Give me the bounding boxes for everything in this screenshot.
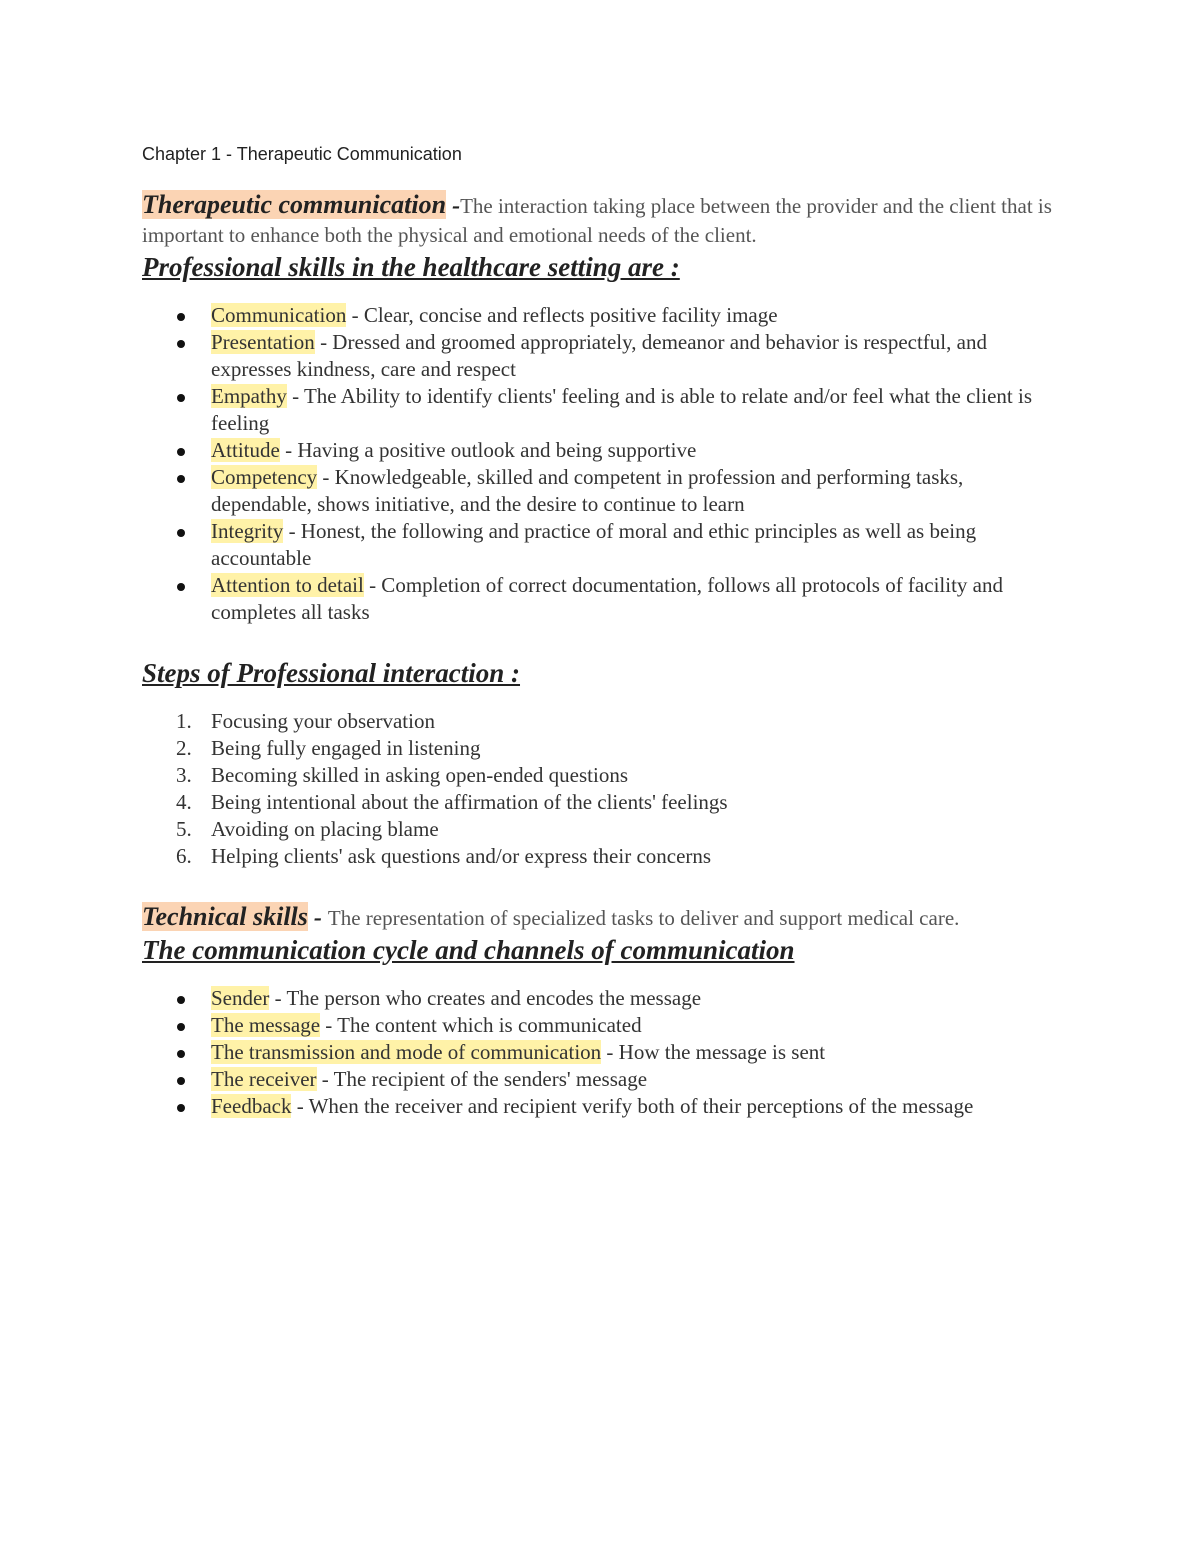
step-text: Being fully engaged in listening	[211, 736, 481, 760]
professional-skills-heading: Professional skills in the healthcare setting are :	[142, 252, 680, 282]
list-item	[142, 383, 1062, 437]
spacer	[142, 626, 1062, 656]
bullet-icon	[177, 583, 185, 591]
bullet-icon	[177, 529, 185, 537]
therapeutic-communication-paragraph	[142, 190, 1062, 250]
list-item	[142, 708, 1062, 735]
step-text: Avoiding on placing blame	[211, 817, 439, 841]
step-text: Focusing your observation	[211, 709, 435, 733]
skill-desc: - Honest, the following and practice of moral and ethic principles as well as being accountable	[211, 519, 977, 570]
step-number: 6.	[176, 844, 192, 868]
skill-term: Presentation	[211, 330, 315, 354]
bullet-icon	[177, 1023, 185, 1031]
step-number: 1.	[176, 709, 192, 733]
step-number: 4.	[176, 790, 192, 814]
skill-term: Attention to detail	[211, 573, 364, 597]
skill-term: Competency	[211, 465, 318, 489]
list-item	[142, 985, 1062, 1012]
cycle-desc: - The person who creates and encodes the message	[269, 986, 702, 1010]
list-item	[142, 1066, 1062, 1093]
skill-desc: - Clear, concise and reflects positive facility image	[346, 303, 778, 327]
technical-skills-term: Technical skills	[142, 902, 308, 931]
bullet-icon	[177, 313, 185, 321]
skill-desc: - Having a positive outlook and being supportive	[279, 438, 697, 462]
steps-list	[142, 708, 1062, 870]
list-item	[142, 789, 1062, 816]
list-item	[142, 437, 1062, 464]
spacer	[142, 870, 1062, 902]
step-text: Becoming skilled in asking open-ended questions	[211, 763, 629, 787]
skill-term: Empathy	[211, 384, 287, 408]
step-number: 3.	[176, 763, 192, 787]
therapeutic-definition: The interaction taking place between the provider and the client that is important to enhance both the physical and emotional needs of the client.	[142, 194, 1052, 247]
list-item	[142, 816, 1062, 843]
list-item	[142, 1039, 1062, 1066]
communication-cycle-list	[142, 985, 1062, 1120]
list-item	[142, 1093, 1062, 1120]
skill-desc: - The Ability to identify clients' feeling and is able to relate and/or feel what the client is feeling	[211, 384, 1032, 435]
skill-term: Communication	[211, 303, 347, 327]
cycle-desc: - The recipient of the senders' message	[316, 1067, 648, 1091]
cycle-term: Feedback	[211, 1094, 292, 1118]
bullet-icon	[177, 1104, 185, 1112]
cycle-desc: - How the message is sent	[601, 1040, 826, 1064]
cycle-term: The receiver	[211, 1067, 317, 1091]
document-page	[142, 140, 1062, 1120]
technical-dash: -	[307, 905, 328, 931]
skill-desc: - Completion of correct documentation, follows all protocols of facility and completes all tasks	[211, 573, 1003, 624]
bullet-icon	[177, 1077, 185, 1085]
step-text: Being intentional about the affirmation of the clients' feelings	[211, 790, 728, 814]
steps-heading: Steps of Professional interaction :	[142, 658, 521, 688]
cycle-term: The transmission and mode of communication	[211, 1040, 602, 1064]
technical-skills-paragraph	[142, 902, 1062, 933]
cycle-term: Sender	[211, 986, 270, 1010]
bullet-icon	[177, 1050, 185, 1058]
skill-term: Integrity	[211, 519, 284, 543]
professional-skills-list	[142, 302, 1062, 626]
list-item	[142, 302, 1062, 329]
list-item	[142, 329, 1062, 383]
chapter-title: Chapter 1 - Therapeutic Communication	[142, 144, 462, 164]
bullet-icon	[177, 340, 185, 348]
technical-definition: The representation of specialized tasks to deliver and support medical care.	[327, 906, 960, 930]
bullet-icon	[177, 448, 185, 456]
list-item	[142, 464, 1062, 518]
step-number: 5.	[176, 817, 192, 841]
bullet-icon	[177, 996, 185, 1004]
cycle-desc: - When the receiver and recipient verify both of their perceptions of the message	[291, 1094, 974, 1118]
bullet-icon	[177, 475, 185, 483]
list-item	[142, 1012, 1062, 1039]
list-item	[142, 762, 1062, 789]
list-item	[142, 518, 1062, 572]
step-text: Helping clients' ask questions and/or express their concerns	[211, 844, 712, 868]
bullet-icon	[177, 394, 185, 402]
list-item	[142, 735, 1062, 762]
therapeutic-dash: -	[446, 193, 461, 219]
skill-desc: - Dressed and groomed appropriately, demeanor and behavior is respectful, and expresses kindness, care and respect	[211, 330, 987, 381]
list-item	[142, 843, 1062, 870]
cycle-term: The message	[211, 1013, 321, 1037]
list-item	[142, 572, 1062, 626]
therapeutic-communication-term: Therapeutic communication	[142, 190, 447, 219]
skill-term: Attitude	[211, 438, 280, 462]
step-number: 2.	[176, 736, 192, 760]
skill-desc: - Knowledgeable, skilled and competent in profession and performing tasks, dependable, shows initiative, and the desire to continue to learn	[211, 465, 964, 516]
cycle-desc: - The content which is communicated	[320, 1013, 642, 1037]
communication-cycle-heading: The communication cycle and channels of communication	[142, 935, 795, 965]
